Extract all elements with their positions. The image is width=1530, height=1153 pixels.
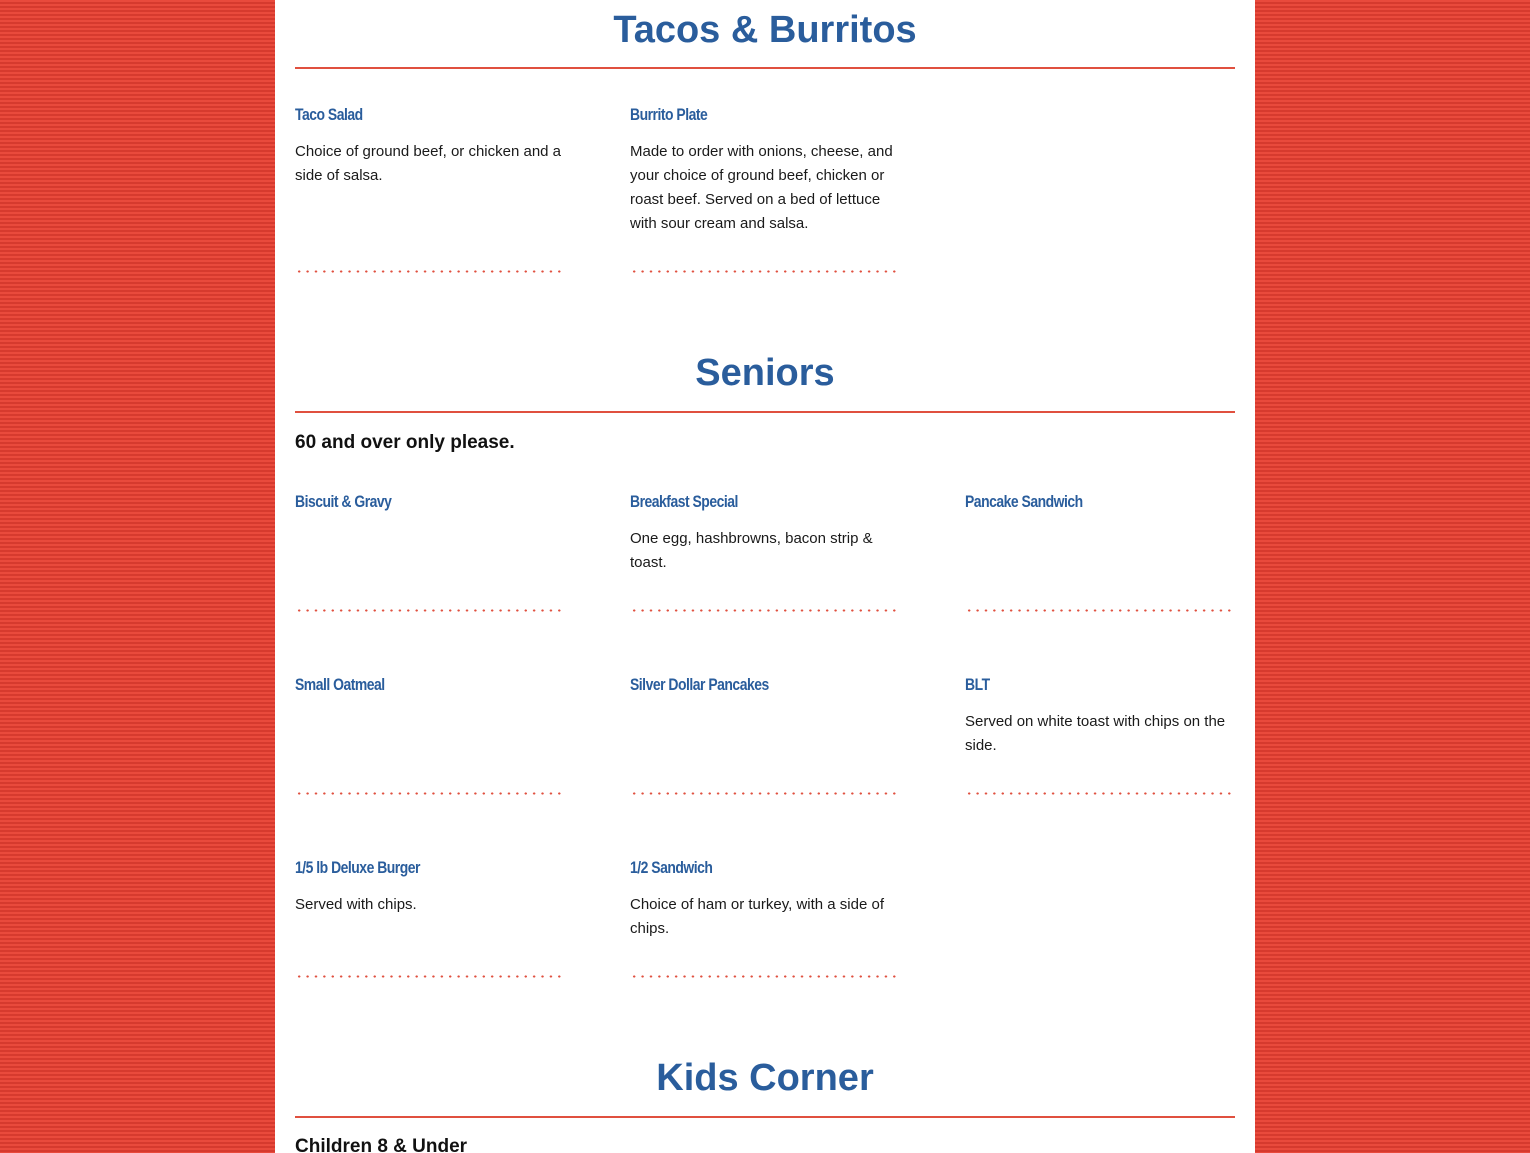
item-description: Served on white toast with chips on the side. [965,713,1226,754]
section-title-seniors: Seniors [695,352,835,394]
menu-item-half-sandwich [630,857,900,941]
dotted-price-leader [965,792,1233,795]
item-name: 1/5 lb Deluxe Burger [295,858,420,877]
item-description: Served with chips. [295,896,417,913]
menu-item-silver-dollar-pancakes [630,674,900,696]
dotted-price-leader [630,792,898,795]
item-name: Taco Salad [295,105,363,124]
dotted-price-leader [630,609,898,612]
menu-item-blt [965,674,1235,758]
menu-item-small-oatmeal [295,674,565,696]
menu-item-deluxe-burger [295,857,565,917]
dotted-price-leader [295,975,563,978]
menu-page [275,0,1255,1153]
menu-item-taco-salad [295,104,565,188]
section-title-tacos-burritos: Tacos & Burritos [613,9,917,51]
item-description: One egg, hashbrowns, bacon strip & toast. [630,530,873,571]
item-name: Breakfast Special [630,492,738,511]
item-name: Silver Dollar Pancakes [630,675,769,694]
item-name: Biscuit & Gravy [295,492,392,511]
kids-note: Children 8 & Under [295,1136,468,1153]
dotted-price-leader [295,609,563,612]
dotted-price-leader [295,270,563,273]
item-name: 1/2 Sandwich [630,858,713,877]
menu-item-biscuit-gravy [295,491,565,513]
menu-item-pancake-sandwich [965,491,1235,513]
menu-item-breakfast-special [630,491,900,575]
seniors-note: 60 and over only please. [295,432,515,453]
item-name: Burrito Plate [630,105,708,124]
item-description: Made to order with onions, cheese, and your choice of ground beef, chicken or roast beef. Served on a bed of lettuce with sour cream and salsa. [630,143,893,232]
dotted-price-leader [630,975,898,978]
section-title-kids-corner: Kids Corner [656,1057,874,1099]
section-divider [295,411,1235,413]
menu-item-burrito-plate [630,104,900,236]
item-description: Choice of ground beef, or chicken and a side of salsa. [295,143,562,184]
item-name: Pancake Sandwich [965,492,1083,511]
item-name: Small Oatmeal [295,675,385,694]
item-description: Choice of ham or turkey, with a side of chips. [630,896,885,937]
dotted-price-leader [295,792,563,795]
dotted-price-leader [630,270,898,273]
section-divider [295,67,1235,69]
section-divider [295,1116,1235,1118]
item-name: BLT [965,675,990,694]
dotted-price-leader [965,609,1233,612]
